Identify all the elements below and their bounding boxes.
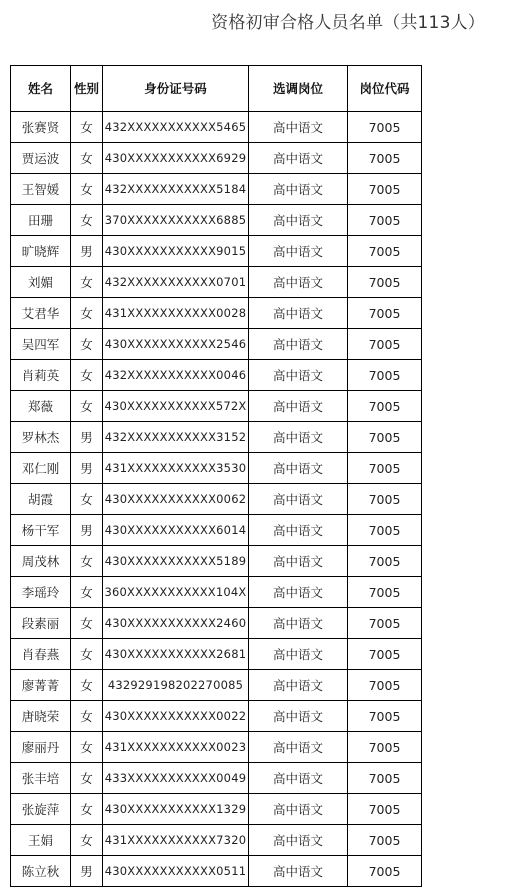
cell-name: 肖莉英 — [11, 360, 71, 391]
cell-name: 张丰培 — [11, 763, 71, 794]
cell-name: 王娟 — [11, 825, 71, 856]
cell-post: 高中语文 — [249, 484, 348, 515]
cell-name: 郑薇 — [11, 391, 71, 422]
cell-id-number: 430XXXXXXXXXXX6929 — [103, 143, 249, 174]
cell-gender: 女 — [71, 360, 103, 391]
cell-post-code: 7005 — [348, 391, 422, 422]
cell-name: 刘媚 — [11, 267, 71, 298]
cell-id-number: 430XXXXXXXXXXX6014 — [103, 515, 249, 546]
cell-name: 吴四军 — [11, 329, 71, 360]
table-row — [11, 267, 422, 298]
cell-post: 高中语文 — [249, 391, 348, 422]
table-row — [11, 608, 422, 639]
cell-post-code: 7005 — [348, 608, 422, 639]
table-row — [11, 484, 422, 515]
cell-name: 段素丽 — [11, 608, 71, 639]
table-row — [11, 732, 422, 763]
header-name: 姓名 — [11, 66, 71, 112]
cell-post: 高中语文 — [249, 515, 348, 546]
cell-name: 周茂林 — [11, 546, 71, 577]
cell-post-code: 7005 — [348, 112, 422, 143]
cell-post-code: 7005 — [348, 453, 422, 484]
cell-id-number: 432929198202270085 — [103, 670, 249, 701]
cell-name: 旷晓辉 — [11, 236, 71, 267]
cell-id-number: 432XXXXXXXXXXX3152 — [103, 422, 249, 453]
cell-id-number: 432XXXXXXXXXXX5465 — [103, 112, 249, 143]
table-row — [11, 639, 422, 670]
cell-post: 高中语文 — [249, 670, 348, 701]
cell-post: 高中语文 — [249, 856, 348, 887]
cell-id-number: 432XXXXXXXXXXX5184 — [103, 174, 249, 205]
cell-gender: 女 — [71, 484, 103, 515]
cell-post: 高中语文 — [249, 701, 348, 732]
table-row — [11, 763, 422, 794]
candidate-table-container — [10, 65, 422, 887]
cell-post: 高中语文 — [249, 236, 348, 267]
cell-gender: 女 — [71, 546, 103, 577]
table-header — [11, 66, 422, 112]
cell-id-number: 430XXXXXXXXXXX0511 — [103, 856, 249, 887]
table-body — [11, 112, 422, 887]
cell-name: 张旋萍 — [11, 794, 71, 825]
cell-id-number: 430XXXXXXXXXXX1329 — [103, 794, 249, 825]
table-row — [11, 298, 422, 329]
cell-gender: 男 — [71, 856, 103, 887]
cell-post-code: 7005 — [348, 174, 422, 205]
header-post: 选调岗位 — [249, 66, 348, 112]
cell-gender: 男 — [71, 422, 103, 453]
cell-name: 艾君华 — [11, 298, 71, 329]
header-id-number: 身份证号码 — [103, 66, 249, 112]
cell-post: 高中语文 — [249, 825, 348, 856]
cell-gender: 女 — [71, 329, 103, 360]
cell-id-number: 430XXXXXXXXXXX5189 — [103, 546, 249, 577]
cell-post: 高中语文 — [249, 174, 348, 205]
table-row — [11, 515, 422, 546]
cell-id-number: 430XXXXXXXXXXX0022 — [103, 701, 249, 732]
cell-post: 高中语文 — [249, 794, 348, 825]
cell-gender: 男 — [71, 236, 103, 267]
cell-gender: 女 — [71, 763, 103, 794]
cell-post-code: 7005 — [348, 794, 422, 825]
cell-gender: 女 — [71, 174, 103, 205]
cell-id-number: 431XXXXXXXXXXX3530 — [103, 453, 249, 484]
cell-id-number: 431XXXXXXXXXXX7320 — [103, 825, 249, 856]
cell-post-code: 7005 — [348, 515, 422, 546]
cell-post-code: 7005 — [348, 360, 422, 391]
cell-gender: 女 — [71, 391, 103, 422]
table-row — [11, 236, 422, 267]
table-row — [11, 329, 422, 360]
cell-post: 高中语文 — [249, 732, 348, 763]
cell-post-code: 7005 — [348, 856, 422, 887]
cell-post-code: 7005 — [348, 484, 422, 515]
cell-id-number: 360XXXXXXXXXXX104X — [103, 577, 249, 608]
cell-id-number: 430XXXXXXXXXXX572X — [103, 391, 249, 422]
cell-post: 高中语文 — [249, 360, 348, 391]
cell-id-number: 430XXXXXXXXXXX9015 — [103, 236, 249, 267]
cell-id-number: 370XXXXXXXXXXX6885 — [103, 205, 249, 236]
cell-name: 张赛贤 — [11, 112, 71, 143]
cell-post: 高中语文 — [249, 577, 348, 608]
cell-id-number: 430XXXXXXXXXXX2460 — [103, 608, 249, 639]
cell-gender: 女 — [71, 670, 103, 701]
cell-id-number: 431XXXXXXXXXXX0023 — [103, 732, 249, 763]
cell-post-code: 7005 — [348, 329, 422, 360]
cell-name: 胡霞 — [11, 484, 71, 515]
cell-post-code: 7005 — [348, 298, 422, 329]
cell-post-code: 7005 — [348, 143, 422, 174]
cell-gender: 女 — [71, 794, 103, 825]
table-row — [11, 422, 422, 453]
cell-post: 高中语文 — [249, 267, 348, 298]
cell-post-code: 7005 — [348, 763, 422, 794]
cell-name: 贾运波 — [11, 143, 71, 174]
cell-post: 高中语文 — [249, 763, 348, 794]
cell-post-code: 7005 — [348, 205, 422, 236]
cell-post: 高中语文 — [249, 143, 348, 174]
cell-name: 陈立秋 — [11, 856, 71, 887]
cell-gender: 女 — [71, 267, 103, 298]
cell-name: 廖菁菁 — [11, 670, 71, 701]
page-title: 资格初审合格人员名单（共113人） — [211, 13, 485, 33]
table-row — [11, 360, 422, 391]
table-row — [11, 794, 422, 825]
header-gender: 性别 — [71, 66, 103, 112]
cell-name: 杨干军 — [11, 515, 71, 546]
cell-name: 罗林杰 — [11, 422, 71, 453]
cell-gender: 女 — [71, 639, 103, 670]
table-row — [11, 546, 422, 577]
cell-gender: 女 — [71, 298, 103, 329]
cell-gender: 男 — [71, 515, 103, 546]
table-row — [11, 174, 422, 205]
cell-post-code: 7005 — [348, 422, 422, 453]
cell-post: 高中语文 — [249, 422, 348, 453]
cell-gender: 女 — [71, 143, 103, 174]
cell-id-number: 432XXXXXXXXXXX0701 — [103, 267, 249, 298]
table-row — [11, 143, 422, 174]
table-row — [11, 825, 422, 856]
cell-name: 廖丽丹 — [11, 732, 71, 763]
cell-post-code: 7005 — [348, 701, 422, 732]
cell-id-number: 430XXXXXXXXXXX0062 — [103, 484, 249, 515]
table-row — [11, 577, 422, 608]
cell-id-number: 431XXXXXXXXXXX0028 — [103, 298, 249, 329]
table-row — [11, 112, 422, 143]
cell-gender: 女 — [71, 577, 103, 608]
cell-gender: 女 — [71, 732, 103, 763]
table-row — [11, 670, 422, 701]
table-row — [11, 391, 422, 422]
cell-post: 高中语文 — [249, 112, 348, 143]
cell-post-code: 7005 — [348, 732, 422, 763]
cell-name: 王智媛 — [11, 174, 71, 205]
cell-post: 高中语文 — [249, 298, 348, 329]
cell-post: 高中语文 — [249, 546, 348, 577]
cell-post-code: 7005 — [348, 577, 422, 608]
cell-gender: 女 — [71, 701, 103, 732]
candidate-table — [10, 65, 422, 887]
cell-id-number: 430XXXXXXXXXXX2681 — [103, 639, 249, 670]
cell-post-code: 7005 — [348, 825, 422, 856]
cell-gender: 女 — [71, 205, 103, 236]
cell-post-code: 7005 — [348, 236, 422, 267]
cell-post: 高中语文 — [249, 205, 348, 236]
header-post-code: 岗位代码 — [348, 66, 422, 112]
cell-name: 肖春燕 — [11, 639, 71, 670]
cell-post-code: 7005 — [348, 639, 422, 670]
cell-name: 唐晓荣 — [11, 701, 71, 732]
cell-gender: 女 — [71, 112, 103, 143]
cell-name: 田珊 — [11, 205, 71, 236]
table-row — [11, 205, 422, 236]
cell-gender: 男 — [71, 453, 103, 484]
table-row — [11, 453, 422, 484]
cell-gender: 女 — [71, 825, 103, 856]
cell-gender: 女 — [71, 608, 103, 639]
table-row — [11, 701, 422, 732]
cell-post: 高中语文 — [249, 453, 348, 484]
cell-id-number: 433XXXXXXXXXXX0049 — [103, 763, 249, 794]
cell-name: 李瑶玲 — [11, 577, 71, 608]
table-row — [11, 856, 422, 887]
cell-post: 高中语文 — [249, 608, 348, 639]
cell-post-code: 7005 — [348, 267, 422, 298]
cell-id-number: 430XXXXXXXXXXX2546 — [103, 329, 249, 360]
cell-post: 高中语文 — [249, 639, 348, 670]
cell-post-code: 7005 — [348, 546, 422, 577]
cell-post-code: 7005 — [348, 670, 422, 701]
cell-id-number: 432XXXXXXXXXXX0046 — [103, 360, 249, 391]
cell-post: 高中语文 — [249, 329, 348, 360]
header-row — [11, 66, 422, 112]
cell-name: 邓仁刚 — [11, 453, 71, 484]
